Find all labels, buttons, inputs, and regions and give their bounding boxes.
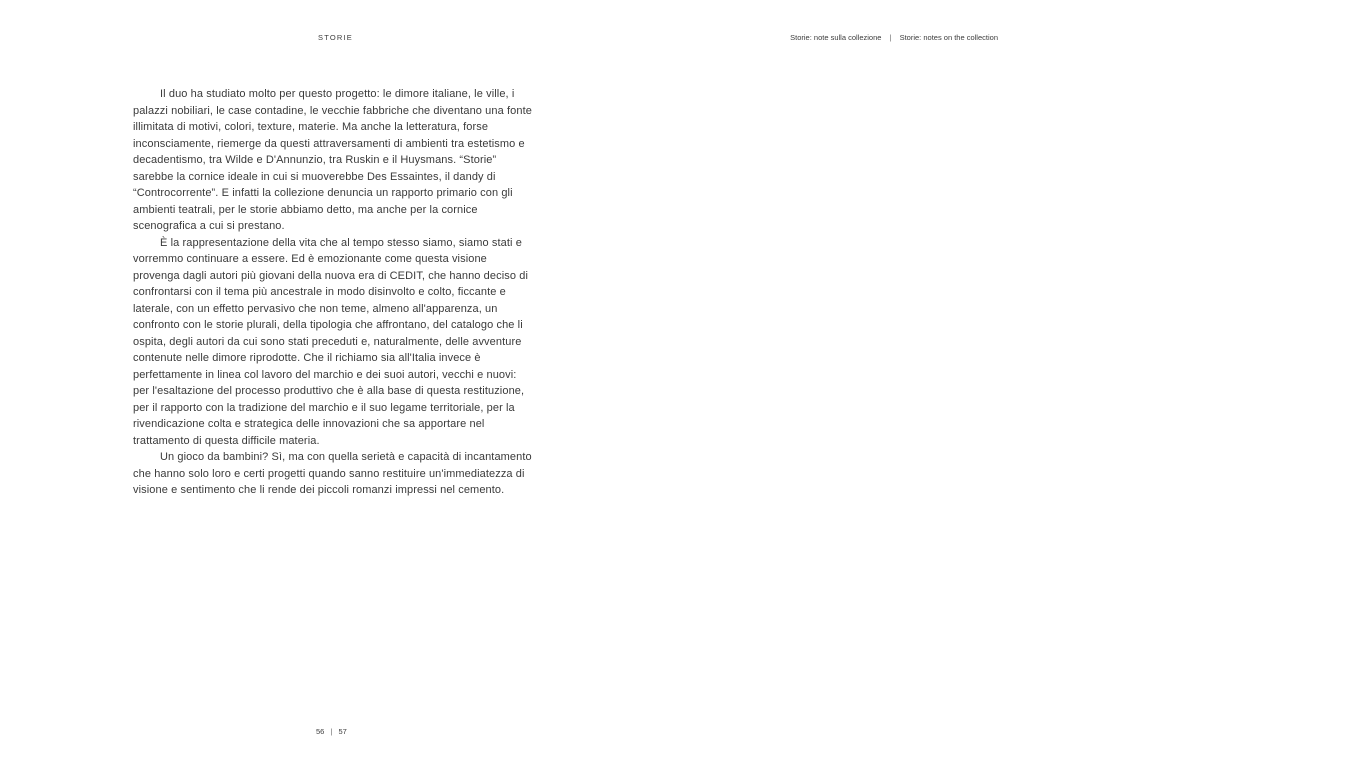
paragraph-3: Un gioco da bambini? Sì, ma con quella serietà e capacità di incantamento che hanno solo loro e certi progetti quando sanno restituire un'immediatezza di visione e sentimento che li rende dei piccoli romanzi impressi nel cemento. <box>133 451 532 496</box>
paragraph-1: Il duo ha studiato molto per questo progetto: le dimore italiane, le ville, i palazzi nobiliari, le case contadine, le vecchie fabbriche che diventano una fonte illimitata di motivi, colori, texture, materie. Ma anche la letteratura, forse inconsciamente, riemerge da questi attraversamenti di ambienti tra estetismo e decadentismo, tra Wilde e D'Annunzio, tra Ruskin e il Huysmans. “Storie” sarebbe la cornice ideale in cui si muoverebbe Des Essaintes, il dandy di “Controcorrente”. E infatti la collezione denuncia un rapporto primario con gli ambienti teatrali, per le storie abbiamo detto, ma anche per la cornice scenografica a cui si prestano. <box>133 88 532 232</box>
page-number-folio <box>316 727 347 736</box>
running-head-section-title: STORIE <box>318 33 353 42</box>
page-number-right: 57 <box>338 727 347 736</box>
body-text-column <box>133 86 533 499</box>
running-head-italian: Storie: note sulla collezione <box>790 33 882 42</box>
running-head-separator: | <box>889 33 892 42</box>
page-number-left: 56 <box>316 727 325 736</box>
page-number-separator: | <box>330 727 333 736</box>
paragraph-2: È la rappresentazione della vita che al tempo stesso siamo, siamo stati e vorremmo continuare a essere. Ed è emozionante come questa visione provenga dagli autori più giovani della nuova era di CEDIT, che hanno deciso di confrontarsi con il tema più ancestrale in modo disinvolto e colto, ficcante e laterale, con un effetto pervasivo che non teme, almeno all'apparenza, un confronto con le storie plurali, della tipologia che affrontano, del catalogo che li ospita, degli autori da cui sono stati preceduti e, naturalmente, delle avventure contenute nelle dimore riprodotte. Che il richiamo sia all'Italia invece è perfettamente in linea col lavoro del marchio e dei suoi autori, vecchi e nuovi: per l'esaltazione del processo produttivo che è alla base di questa restituzione, per il rapporto con la tradizione del marchio e il suo legame territoriale, per la rivendicazione colta e strategica delle innovazioni che sa apportare nel trattamento di questa difficile materia. <box>133 236 528 447</box>
running-head-chapter <box>790 33 998 42</box>
running-head-english: Storie: notes on the collection <box>899 33 998 42</box>
